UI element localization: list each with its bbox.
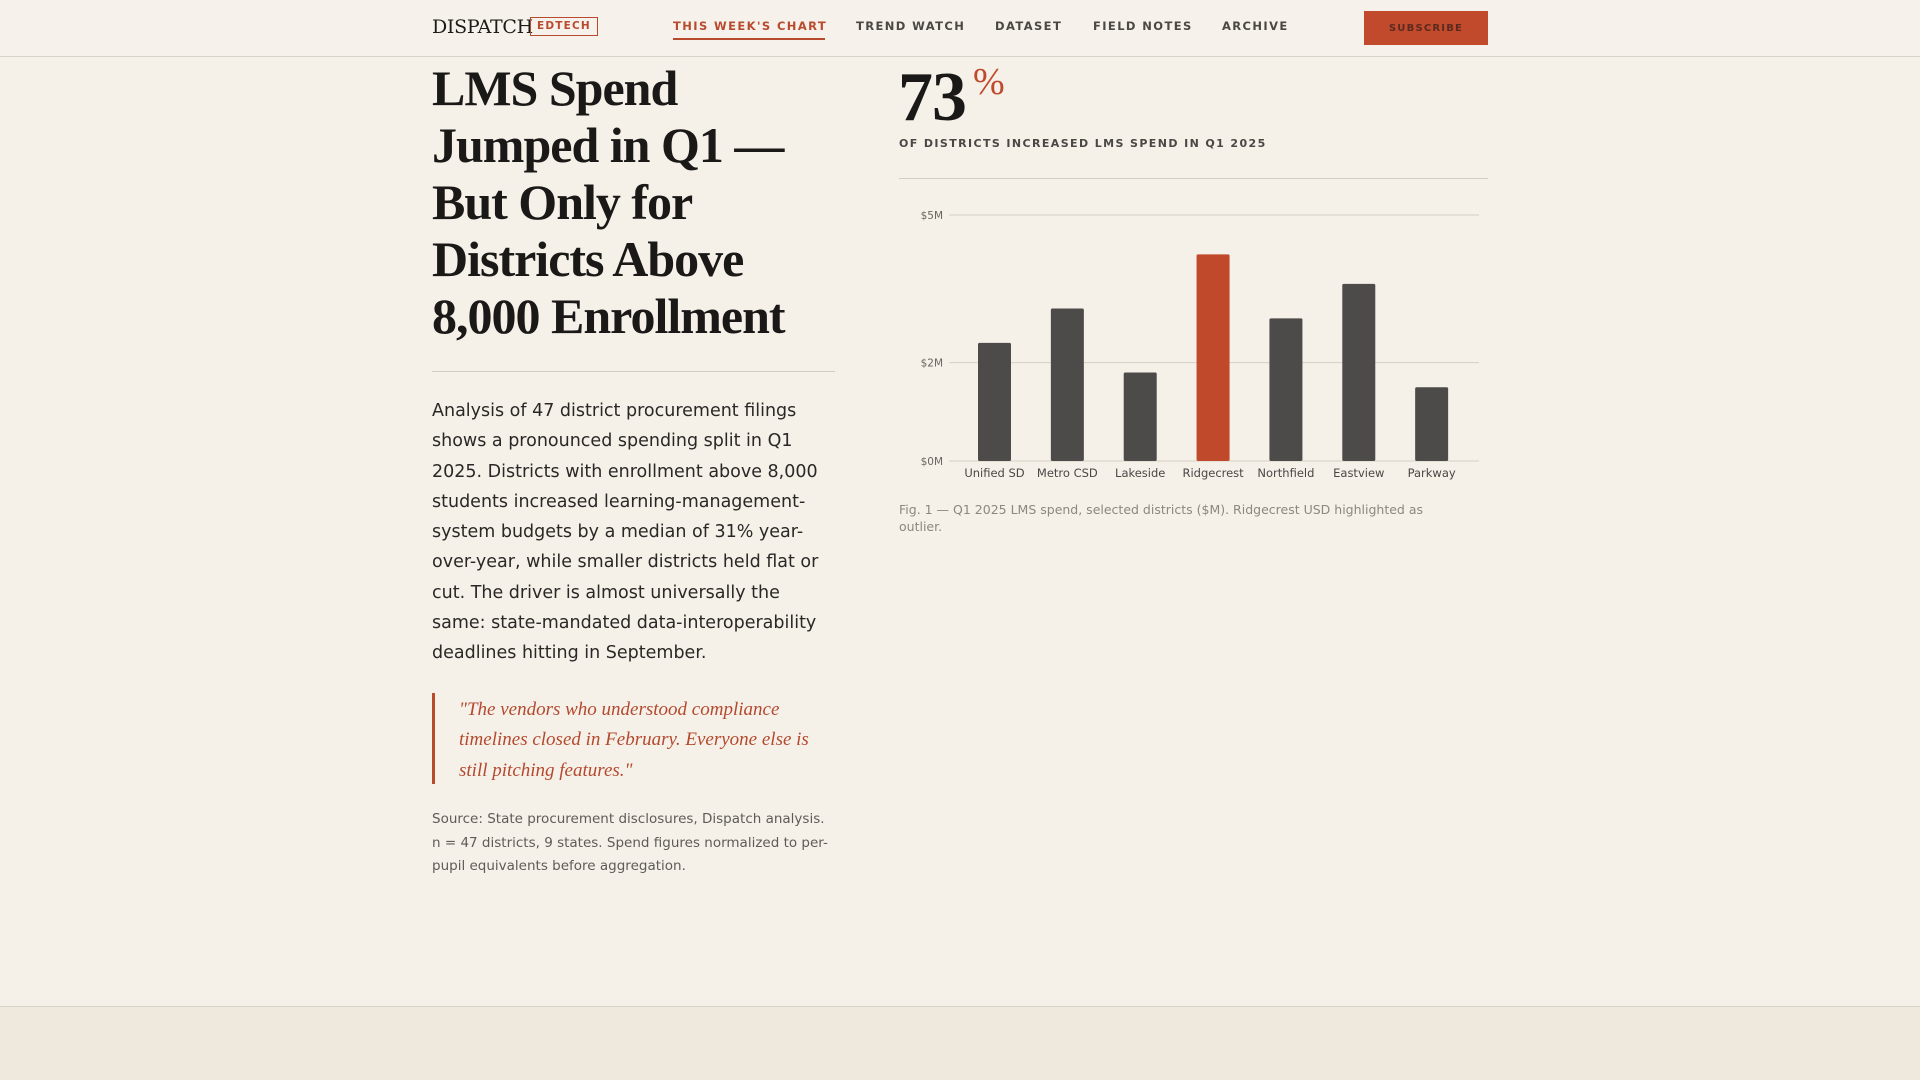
stat-unit: %: [973, 61, 1005, 103]
nav-item-this-weeks-chart[interactable]: THIS WEEK'S CHART: [673, 19, 828, 33]
top-navigation-bar: [0, 0, 1920, 57]
x-tick-label: Metro CSD: [1036, 466, 1098, 480]
bar-lakeside[interactable]: [1124, 372, 1157, 461]
subscribe-button[interactable]: SUBSCRIBE: [1364, 11, 1488, 45]
y-tick-label: $2M: [920, 357, 943, 370]
stat-label: OF DISTRICTS INCREASED LMS SPEND IN Q1 2025: [899, 137, 1267, 150]
stat-value: 73: [898, 59, 966, 136]
x-tick-label: Parkway: [1407, 466, 1456, 480]
y-tick-label: $5M: [920, 210, 943, 222]
divider: [432, 371, 835, 372]
bar-metro-csd[interactable]: [1051, 308, 1084, 461]
bar-unified-sd[interactable]: [978, 343, 1011, 461]
bar-ridgecrest[interactable]: [1197, 254, 1230, 461]
nav-item-trend-watch[interactable]: TREND WATCH: [856, 19, 966, 33]
active-tab-indicator: [673, 38, 825, 40]
nav-item-field-notes[interactable]: FIELD NOTES: [1093, 19, 1193, 33]
x-tick-label: Eastview: [1333, 466, 1385, 480]
footer: [0, 1006, 1920, 1080]
x-tick-label: Northfield: [1257, 466, 1315, 480]
bar-parkway[interactable]: [1415, 387, 1448, 461]
bar-northfield[interactable]: [1269, 318, 1302, 461]
section-badge: EDTECH: [530, 17, 598, 36]
brand-logo[interactable]: DISPATCH: [432, 16, 533, 38]
bar-eastview[interactable]: [1342, 284, 1375, 461]
y-tick-label: $0M: [920, 456, 943, 468]
divider: [899, 178, 1488, 179]
nav-item-dataset[interactable]: DATASET: [995, 19, 1063, 33]
article-body: Analysis of 47 district procurement filings shows a pronounced spending split in Q1 2025. Districts with enrollment above 8,000 students increased learning-management-system budgets by a median of 31% year-over-year, while smaller districts held flat or cut. The driver is almost universally the same: state-mandated data-interoperability deadlines hitting in September.: [432, 401, 819, 664]
bar-chart: [899, 200, 1488, 490]
article-headline: LMS Spend Jumped in Q1 — But Only for Districts Above 8,000 Enrollment: [432, 60, 785, 344]
source-note: Source: State procurement disclosures, Dispatch analysis. n = 47 districts, 9 states. Spend figures normalized to per-pupil equivalents before aggregation.: [432, 811, 828, 874]
pull-quote: "The vendors who understood compliance timelines closed in February. Everyone else is still pitching features.": [432, 693, 832, 784]
x-tick-label: Ridgecrest: [1182, 466, 1244, 480]
chart-caption: Fig. 1 — Q1 2025 LMS spend, selected districts ($M). Ridgecrest USD highlighted as outlier.: [899, 502, 1423, 534]
nav-item-archive[interactable]: ARCHIVE: [1222, 19, 1289, 33]
x-tick-label: Lakeside: [1115, 466, 1166, 480]
x-tick-label: Unified SD: [964, 466, 1025, 480]
